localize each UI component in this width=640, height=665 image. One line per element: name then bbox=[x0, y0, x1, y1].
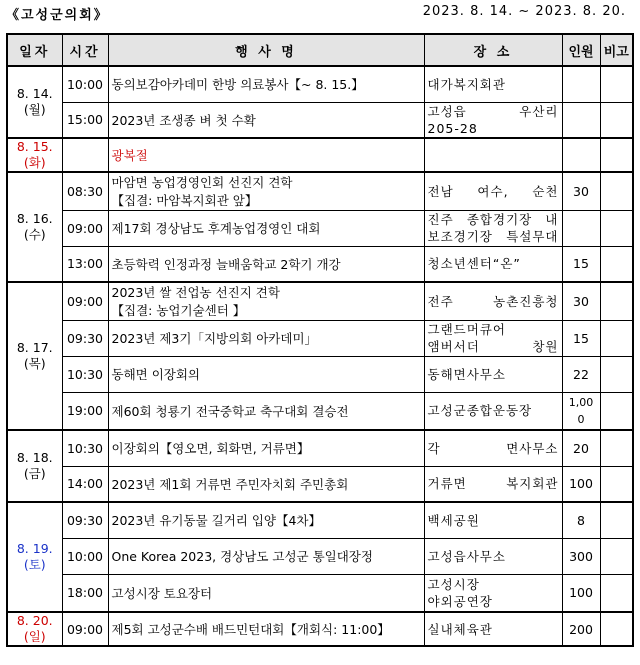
note-cell bbox=[600, 466, 633, 502]
time-cell: 10:30 bbox=[62, 356, 108, 392]
schedule-period: 2023. 8. 14. ~ 2023. 8. 20. bbox=[422, 4, 626, 19]
time-cell: 18:00 bbox=[62, 574, 108, 612]
note-cell bbox=[600, 612, 633, 646]
place-cell bbox=[424, 172, 562, 210]
note-cell bbox=[600, 320, 633, 356]
place-cell bbox=[424, 356, 562, 392]
place-cell bbox=[424, 538, 562, 574]
header-place: 장 소 bbox=[424, 34, 562, 66]
header-date: 일자 bbox=[7, 34, 62, 66]
place-cell bbox=[424, 282, 562, 320]
note-cell bbox=[600, 430, 633, 466]
schedule-table bbox=[6, 33, 634, 647]
document-header bbox=[0, 0, 640, 30]
place-cell bbox=[424, 102, 562, 138]
attendance-cell: 300 bbox=[562, 538, 600, 574]
organization-title: 《고성군의회》 bbox=[6, 8, 109, 23]
event-cell bbox=[108, 538, 424, 574]
date-label: 8. 20. bbox=[16, 613, 53, 628]
table-row bbox=[7, 502, 633, 538]
table-row bbox=[7, 430, 633, 466]
time-cell: 09:00 bbox=[62, 210, 108, 246]
place-name: 거류면 복지회관 bbox=[427, 476, 559, 492]
event-cell bbox=[108, 392, 424, 430]
table-row bbox=[7, 66, 633, 102]
attendance-cell: 200 bbox=[562, 612, 600, 646]
date-cell bbox=[7, 66, 62, 138]
event-name: 2023년 조생종 벼 첫 수확 bbox=[111, 112, 256, 128]
attendance-cell: 15 bbox=[562, 320, 600, 356]
place-name: 야외공연장 bbox=[427, 593, 493, 609]
table-row bbox=[7, 172, 633, 210]
attendance-cell: 15 bbox=[562, 246, 600, 282]
weekday-label: (토) bbox=[23, 557, 46, 572]
place-name: 고성시장 bbox=[427, 576, 480, 592]
event-name: 광복절 bbox=[111, 148, 148, 163]
place-cell bbox=[424, 430, 562, 466]
place-name: 고성군종합운동장 bbox=[427, 403, 533, 419]
event-cell bbox=[108, 430, 424, 466]
note-cell bbox=[600, 138, 633, 172]
event-cell bbox=[108, 102, 424, 138]
place-name: 동해면사무소 bbox=[427, 366, 506, 382]
place-cell bbox=[424, 612, 562, 646]
note-cell bbox=[600, 574, 633, 612]
note-cell bbox=[600, 102, 633, 138]
event-name: 제17회 경상남도 후계농업경영인 대회 bbox=[111, 221, 321, 236]
event-name: 제5회 고성군수배 배드민턴대회【개회식: 11:00】 bbox=[111, 622, 390, 637]
event-cell bbox=[108, 246, 424, 282]
time-cell: 09:00 bbox=[62, 282, 108, 320]
date-label: 8. 19. bbox=[16, 541, 53, 556]
time-cell: 08:30 bbox=[62, 172, 108, 210]
header-count: 인원 bbox=[562, 34, 600, 66]
event-name: 동해면 이장회의 bbox=[111, 367, 200, 382]
table-row bbox=[7, 320, 633, 356]
date-cell bbox=[7, 172, 62, 282]
time-cell: 10:00 bbox=[62, 538, 108, 574]
time-cell: 14:00 bbox=[62, 466, 108, 502]
attendance-cell bbox=[562, 138, 600, 172]
place-name: 진주 종합경기장 내 bbox=[427, 212, 559, 227]
event-name: 초등학력 인정과정 늘배움학교 2학기 개강 bbox=[111, 256, 341, 272]
place-cell bbox=[424, 502, 562, 538]
event-name: 2023년 제3기「지방의회 아카데미」 bbox=[111, 331, 318, 346]
place-cell bbox=[424, 392, 562, 430]
table-row bbox=[7, 210, 633, 246]
table-row bbox=[7, 138, 633, 172]
table-row bbox=[7, 392, 633, 430]
weekday-label: (화) bbox=[23, 155, 46, 170]
event-name: 고성시장 토요장터 bbox=[111, 585, 213, 601]
event-cell bbox=[108, 138, 424, 172]
event-cell bbox=[108, 210, 424, 246]
weekday-label: (금) bbox=[23, 466, 46, 481]
place-name: 앰버서더 창원 bbox=[427, 339, 559, 354]
place-name: 각 면사무소 bbox=[427, 440, 559, 456]
table-header-row bbox=[7, 34, 633, 66]
date-label: 8. 15. bbox=[16, 139, 53, 154]
event-name: One Korea 2023, 경상남도 고성군 통일대장정 bbox=[111, 549, 373, 564]
table-row bbox=[7, 538, 633, 574]
attendance-cell: 22 bbox=[562, 356, 600, 392]
table-row bbox=[7, 356, 633, 392]
table-row bbox=[7, 246, 633, 282]
event-name: 제60회 청룡기 전국중학교 축구대회 결승전 bbox=[111, 403, 349, 419]
attendance-cell bbox=[562, 102, 600, 138]
event-name: 【집결: 마암복지회관 앞】 bbox=[111, 193, 258, 209]
event-name: 2023년 쌀 전업농 선진지 견학 bbox=[111, 285, 280, 301]
attendance-cell: 100 bbox=[562, 574, 600, 612]
attendance-cell: 30 bbox=[562, 172, 600, 210]
event-cell bbox=[108, 282, 424, 320]
time-cell: 09:30 bbox=[62, 502, 108, 538]
header-time: 시간 bbox=[62, 34, 108, 66]
event-cell bbox=[108, 502, 424, 538]
event-name: 2023년 제1회 거류면 주민자치회 주민총회 bbox=[111, 476, 349, 492]
place-cell bbox=[424, 246, 562, 282]
time-cell: 09:30 bbox=[62, 320, 108, 356]
date-label: 8. 16. bbox=[16, 211, 53, 226]
date-cell bbox=[7, 612, 62, 646]
event-cell bbox=[108, 466, 424, 502]
weekday-label: (목) bbox=[23, 356, 46, 371]
place-cell bbox=[424, 320, 562, 356]
note-cell bbox=[600, 538, 633, 574]
time-cell bbox=[62, 138, 108, 172]
event-name: 2023년 유기동물 길거리 입양【4차】 bbox=[111, 513, 322, 529]
event-name: 【집결: 농업기술센터 】 bbox=[111, 303, 246, 319]
date-label: 8. 14. bbox=[16, 86, 53, 101]
attendance-cell: 8 bbox=[562, 502, 600, 538]
note-cell bbox=[600, 210, 633, 246]
time-cell: 09:00 bbox=[62, 612, 108, 646]
attendance-cell: 100 bbox=[562, 466, 600, 502]
note-cell bbox=[600, 246, 633, 282]
table-row bbox=[7, 466, 633, 502]
table-row bbox=[7, 102, 633, 138]
place-name: 전남 여수, 순천 bbox=[427, 183, 559, 199]
time-cell: 10:00 bbox=[62, 66, 108, 102]
attendance-cell: 30 bbox=[562, 282, 600, 320]
table-row bbox=[7, 574, 633, 612]
place-name: 실내체육관 bbox=[427, 621, 493, 637]
time-cell: 15:00 bbox=[62, 102, 108, 138]
event-cell bbox=[108, 172, 424, 210]
attendance-cell: 20 bbox=[562, 430, 600, 466]
place-cell bbox=[424, 138, 562, 172]
note-cell bbox=[600, 392, 633, 430]
event-name: 이장회의【영오면, 회화면, 거류면】 bbox=[111, 441, 310, 457]
date-cell bbox=[7, 430, 62, 502]
place-name: 전주 농촌진흥청 bbox=[427, 293, 559, 309]
place-name: 205-28 bbox=[427, 120, 478, 136]
place-name: 대가복지회관 bbox=[427, 76, 506, 92]
event-cell bbox=[108, 320, 424, 356]
weekday-label: (월) bbox=[23, 102, 46, 117]
date-cell bbox=[7, 138, 62, 172]
event-name: 마암면 농업경영인회 선진지 견학 bbox=[111, 175, 293, 191]
place-name: 그랜드머큐어 bbox=[427, 322, 506, 337]
place-name: 청소년센터“온” bbox=[427, 256, 521, 272]
date-cell bbox=[7, 282, 62, 430]
weekday-label: (수) bbox=[23, 227, 46, 242]
time-cell: 19:00 bbox=[62, 392, 108, 430]
header-event: 행 사 명 bbox=[108, 34, 424, 66]
place-cell bbox=[424, 466, 562, 502]
table-row bbox=[7, 612, 633, 646]
event-name: 동의보감아카데미 한방 의료봉사【~ 8. 15.】 bbox=[111, 77, 364, 93]
place-name: 백세공원 bbox=[427, 512, 480, 528]
attendance-cell bbox=[562, 210, 600, 246]
event-cell bbox=[108, 574, 424, 612]
date-cell bbox=[7, 502, 62, 612]
place-name: 고성읍 우산리 bbox=[427, 103, 559, 119]
date-label: 8. 17. bbox=[16, 340, 53, 355]
weekday-label: (일) bbox=[23, 629, 46, 644]
event-cell bbox=[108, 66, 424, 102]
time-cell: 13:00 bbox=[62, 246, 108, 282]
note-cell bbox=[600, 356, 633, 392]
attendance-cell bbox=[562, 66, 600, 102]
place-name: 고성읍사무소 bbox=[427, 548, 506, 564]
note-cell bbox=[600, 502, 633, 538]
place-cell bbox=[424, 574, 562, 612]
time-cell: 10:30 bbox=[62, 430, 108, 466]
event-cell bbox=[108, 356, 424, 392]
place-name: 보조경기장 특설무대 bbox=[427, 229, 559, 244]
date-label: 8. 18. bbox=[16, 450, 53, 465]
note-cell bbox=[600, 172, 633, 210]
note-cell bbox=[600, 66, 633, 102]
attendance-cell: 1,000 bbox=[562, 392, 600, 430]
header-note: 비고 bbox=[600, 34, 633, 66]
event-cell bbox=[108, 612, 424, 646]
note-cell bbox=[600, 282, 633, 320]
table-row bbox=[7, 282, 633, 320]
place-cell bbox=[424, 210, 562, 246]
place-cell bbox=[424, 66, 562, 102]
